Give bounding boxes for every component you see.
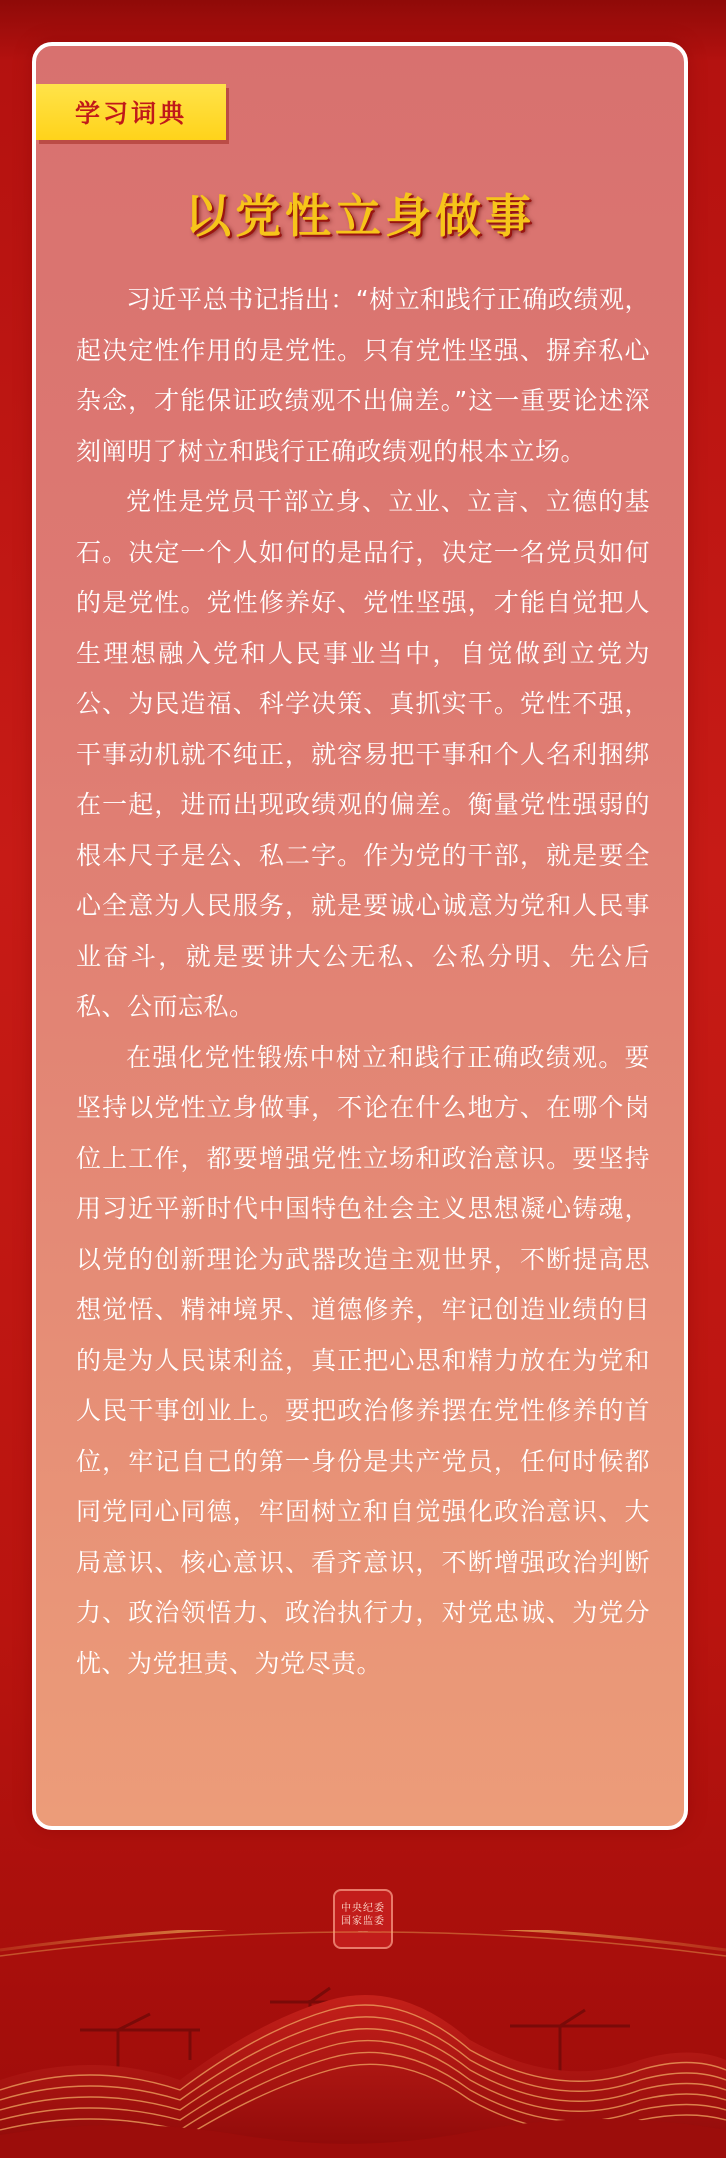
paragraph-2: 党性是党员干部立身、立业、立言、立德的基石。决定一个人如何的是品行，决定一名党员如何的是党性。党性修养好、党性坚强，才能自觉把人生理想融入党和人民事业当中，自觉做到立党为公、为民造福、科学决策、真抓实干。党性不强，干事动机就不纯正，就容易把干事和个人名利捆绑在一起，进而出现政绩观的偏差。衡量党性强弱的根本尺子是公、私二字。作为党的干部，就是要全心全意为人民服务，就是要诚心诚意为党和人民事业奋斗，就是要讲大公无私、公私分明、先公后私、公而忘私。 <box>76 487 650 1021</box>
section-tag <box>36 84 226 140</box>
decorative-footer <box>0 1930 726 2158</box>
seal-line-2: 国家监委 <box>341 1916 385 1927</box>
article-body <box>76 275 650 1689</box>
seal-line-1: 中央纪委 <box>341 1903 385 1914</box>
paragraph-3: 在强化党性锻炼中树立和践行正确政绩观。要坚持以党性立身做事，不论在什么地方、在哪个岗位上工作，都要增强党性立场和政治意识。要坚持用习近平新时代中国特色社会主义思想凝心铸魂，以党的创新理论为武器改造主观世界，不断提高思想觉悟、精神境界、道德修养，牢记创造业绩的目的是为人民谋利益，真正把心思和精力放在为党和人民干事创业上。要把政治修养摆在党性修养的首位，牢记自己的第一身份是共产党员，任何时候都同党同心同德，牢固树立和自觉强化政治意识、大局意识、核心意识、看齐意识，不断增强政治判断力、政治领悟力、政治执行力，对党忠诚、为党分忧、为党担责、为党尽责。 <box>76 1042 650 1678</box>
seal-mini-mark: —— <box>358 1929 368 1935</box>
paragraph-1: 习近平总书记指出：“树立和践行正确政绩观，起决定性作用的是党性。只有党性坚强、摒弃私心杂念，才能保证政绩观不出偏差。”这一重要论述深刻阐明了树立和践行正确政绩观的根本立场。 <box>76 285 650 466</box>
section-tag-label: 学习词典 <box>74 99 187 128</box>
article-title: 以党性立身做事 <box>185 189 535 243</box>
